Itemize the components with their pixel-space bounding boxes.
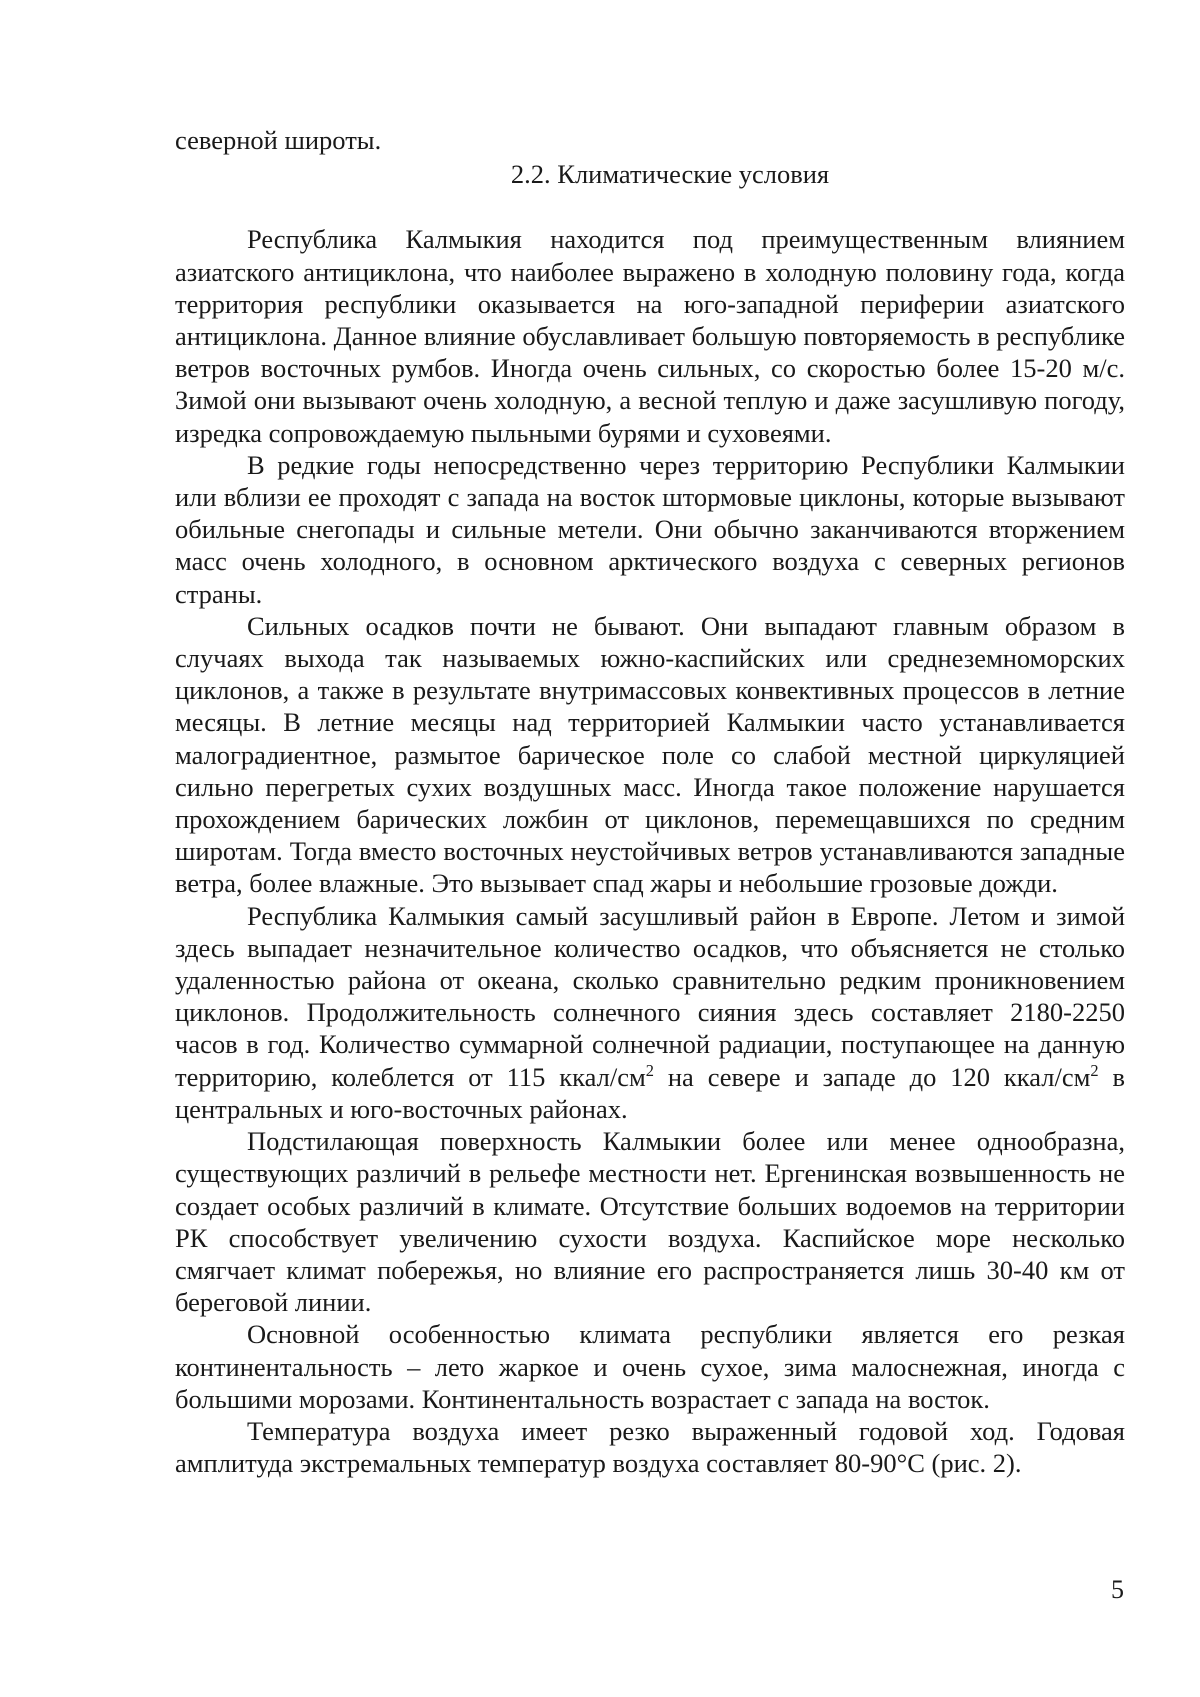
paragraph-radiation <box>175 900 1125 1125</box>
paragraph-continentality: Основной особенностью климата республики является его резкая континентальность – лето жаркое и очень сухое, зима малоснежная, иногда с большими морозами. Континентальность возрастает с запада на восток. <box>175 1319 1125 1414</box>
title-spacer <box>175 190 1125 223</box>
paragraph-anticyclone: Республика Калмыкия находится под преимущественным влиянием азиатского антициклона, что наиболее выражено в холодную половину года, когда территория республики оказывается на юго-западной периферии азиатского антициклона. Данное влияние обуславливает большую повторяемость в республике ветров восточных румбов. Иногда очень сильных, со скоростью более 15-20 м/с. Зимой они вызывают очень холодную, а весной теплую и даже засушливую погоду, изредка сопровождаемую пыльными бурями и суховеями. <box>175 224 1125 448</box>
page-body <box>175 124 1125 1479</box>
paragraph-precipitation: Сильных осадков почти не бывают. Они выпадают главным образом в случаях выхода так называемых южно-каспийских или среднеземноморских циклонов, а также в результате внутримассовых конвективных процессов в летние месяцы. В летние месяцы над территорией Калмыкии часто устанавливается малоградиентное, размытое барическое поле со слабой местной циркуляцией сильно перегретых сухих воздушных масс. Иногда такое положение нарушается прохождением барических ложбин от циклонов, перемещавшихся по средним широтам. Тогда вместо восточных неустойчивых ветров устанавливаются западные ветра, более влажные. Это вызывает спад жары и небольшие грозовые дожди. <box>175 610 1125 899</box>
continuation-line: северной широты. <box>175 125 382 155</box>
radiation-text-part2: на севере и западе до 120 ккал/см <box>653 1061 1091 1092</box>
section-title: 2.2. Климатические условия <box>510 159 830 190</box>
radiation-text-part3: в центральных и юго-восточных районах. <box>175 1061 1126 1124</box>
page-number: 5 <box>1111 1575 1124 1604</box>
superscript-squared: 2 <box>1090 1060 1099 1080</box>
superscript-squared: 2 <box>645 1060 654 1080</box>
paragraph-temperature: Температура воздуха имеет резко выраженный годовой ход. Годовая амплитуда экстремальных температур воздуха составляет 80-90°С (рис. 2). <box>175 1415 1125 1479</box>
radiation-text-part1: Республика Калмыкия самый засушливый район в Европе. Летом и зимой здесь выпадает незначительное количество осадков, что объясняется не столько удаленностью района от океана, сколько сравнительно редким проникновением циклонов. Продолжительность солнечного сияния здесь составляет 2180-2250 часов в год. Количество суммарной солнечной радиации, поступающее на данную территорию, колеблется от 115 ккал/см <box>175 900 1125 1092</box>
paragraph-cyclones: В редкие годы непосредственно через территорию Республики Калмыкии или вблизи ее проходят с запада на восток штормовые циклоны, которые вызывают обильные снегопады и сильные метели. Они обычно заканчиваются вторжением масс очень холодного, в основном арктического воздуха с северных регионов страны. <box>175 449 1125 609</box>
paragraph-surface: Подстилающая поверхность Калмыкии более или менее однообразна, существующих различий в рельефе местности нет. Ергенинская возвышенность не создает особых различий в климате. Отсутствие больших водоемов на территории РК способствует увеличению сухости воздуха. Каспийское море несколько смягчает климат побережья, но влияние его распространяется лишь 30-40 км от береговой линии. <box>175 1126 1125 1318</box>
